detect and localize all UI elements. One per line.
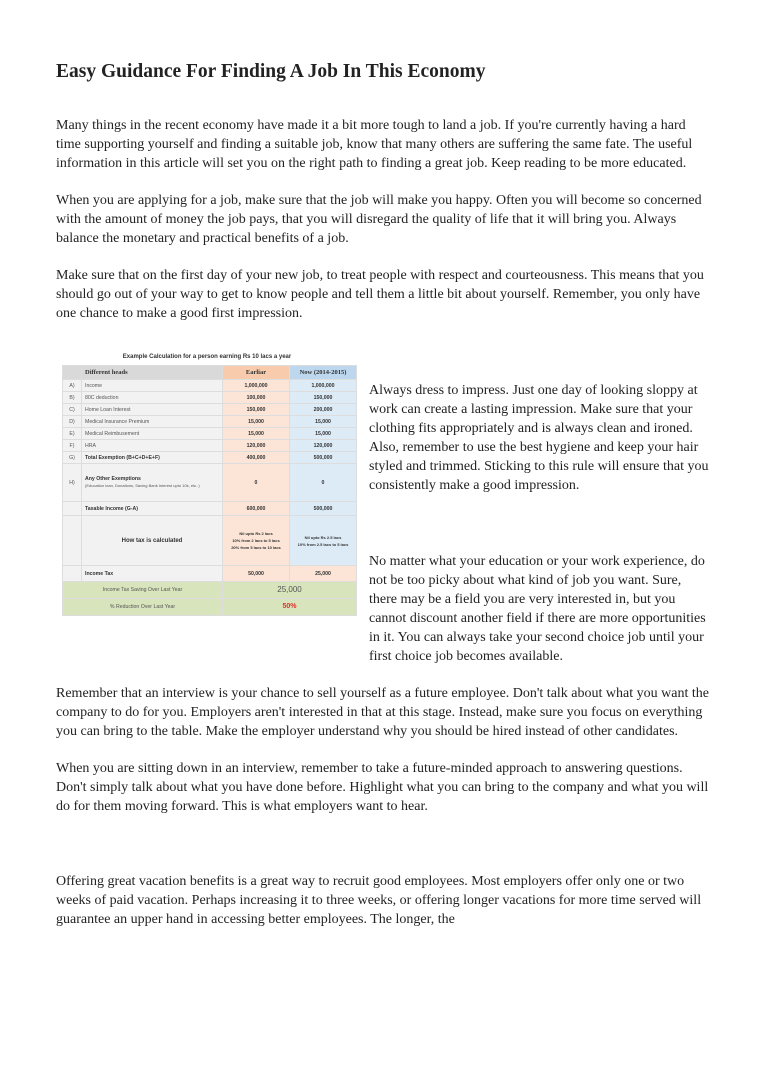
paragraph: Offering great vacation benefits is a great way to recruit good employees. Most employers offer only one or two weeks of paid vacation. Perhaps increasing it to three weeks, or offering longer vacations for more time served will guarantee an upper hand in accessing better employees. The longer, the: [56, 874, 702, 927]
row-label: Medical Reimbusement: [82, 428, 223, 440]
figure-section: [56, 341, 712, 666]
figure-caption: Example Calculation for a person earning Rs 10 lacs a year: [122, 354, 292, 360]
header-earlier: Earliar: [223, 366, 290, 380]
saving-label: Income Tax Saving Over Last Year: [63, 582, 223, 599]
now-value: 150,000: [290, 392, 357, 404]
row-id: [63, 566, 82, 582]
now-value: 500,000: [290, 452, 357, 464]
document: [56, 58, 712, 947]
earlier-how: [223, 516, 290, 566]
how-line: 10% from 2.5 lacs to 5 lacs: [297, 541, 349, 547]
row-label: Income: [82, 380, 223, 392]
paragraph: Many things in the recent economy have made it a bit more tough to land a job. If you're currently having a hard time supporting yourself and finding a suitable job, know that many others are suffering the same fate. The useful information in this article will set you on the right path to finding a great job. Keep reading to be more educated.: [56, 118, 693, 171]
paragraph: When you are applying for a job, make sure that the job will make you happy. Often you will become so concerned with the amount of money the job pays, that you will disregard the quality of life that it will bring you. Always balance the monetary and practical benefits of a job.: [56, 193, 702, 246]
row-id: F): [63, 440, 82, 452]
tax-label: Income Tax: [85, 570, 114, 577]
row-id: C): [63, 404, 82, 416]
paragraph: Always dress to impress. Just one day of looking sloppy at work can create a lasting impression. Make sure that your clothing fits appropriately and is always clean and ironed. Also, remember to use the best hygiene and keep your hair styled and trimmed. Sticking to this rule will ensure that you consistently make a good impression.: [369, 383, 709, 493]
paragraph: No matter what your education or your work experience, do not be too picky about what kind of job you want. Sure, there may be a field you are very interested in, but you cannot discount another field if there are more opportunities in it. You can always take your second choice job until your first choice job becomes available.: [369, 554, 706, 664]
reduction-label: % Reduction Over Last Year: [63, 599, 223, 616]
row-label: 80C deduction: [82, 392, 223, 404]
earlier-value: 50,000: [223, 566, 290, 582]
how-line: Nil upto Rs 2.5 lacs: [304, 534, 342, 540]
row-id: [63, 516, 82, 566]
saving-value: 25,000: [223, 582, 357, 599]
now-value: 200,000: [290, 404, 357, 416]
earlier-value: 100,000: [223, 392, 290, 404]
header-heads: Different heads: [82, 366, 223, 380]
tax-table: [62, 365, 357, 616]
paragraph: Remember that an interview is your chance to sell yourself as a future employee. Don't talk about what you want the company to do for you. Employers aren't interested in that at this stage. Instead, make sure you focus on everything you can bring to the table. Make the employer understand why you should be hired instead of other candidates.: [56, 686, 709, 739]
paragraph: When you are sitting down in an interview, remember to take a future-minded approach to answering questions. Don't simply talk about what you have done before. Highlight what you can bring to the company and what you will do for them moving forward. This is what employers want to hear.: [56, 761, 709, 814]
row-label: [82, 464, 223, 502]
other-sub: (Education loan, Donations, Saving Bank Interest upto 10k, etc..): [85, 483, 200, 488]
table-row: [63, 452, 357, 464]
now-value: 0: [290, 464, 357, 502]
earlier-value: 120,000: [223, 440, 290, 452]
row-label: [82, 516, 223, 566]
earlier-value: 400,000: [223, 452, 290, 464]
now-value: 500,000: [290, 502, 357, 516]
how-line: 20% from 5 lacs to 10 lacs: [231, 545, 281, 550]
row-label: [82, 502, 223, 516]
now-how: [290, 516, 357, 566]
tax-calculation-figure: [56, 341, 358, 649]
table-row: [63, 380, 357, 392]
earlier-value: 0: [223, 464, 290, 502]
reduction-value: 50%: [223, 599, 357, 616]
table-row: [63, 404, 357, 416]
now-value: 15,000: [290, 428, 357, 440]
other-label: Any Other Exemptions: [85, 476, 141, 482]
taxable-label: Taxable Income (G-A): [85, 505, 138, 512]
earlier-value: 15,000: [223, 428, 290, 440]
now-value: 120,000: [290, 440, 357, 452]
row-id: [63, 502, 82, 516]
how-line: 10% from 2 lacs to 5 lacs: [232, 538, 280, 543]
paragraph: Make sure that on the first day of your new job, to treat people with respect and courteousness. This means that you should go out of your way to get to know people and tell them a little bit about yourself. Remember, you only have one chance to make a good first impression.: [56, 268, 704, 321]
earlier-value: 15,000: [223, 416, 290, 428]
how-line: Nil upto Rs 2 lacs: [239, 531, 273, 536]
earlier-value: 1,000,000: [223, 380, 290, 392]
now-value: 25,000: [290, 566, 357, 582]
how-label: How tax is calculated: [121, 537, 183, 544]
table-row: [63, 416, 357, 428]
row-label: Medical Insurance Premium: [82, 416, 223, 428]
row-id: G): [63, 452, 82, 464]
row-id: D): [63, 416, 82, 428]
row-label: HRA: [82, 440, 223, 452]
row-id: B): [63, 392, 82, 404]
header-now: Now (2014-2015): [290, 366, 357, 380]
now-value: 15,000: [290, 416, 357, 428]
earlier-value: 150,000: [223, 404, 290, 416]
row-id: E): [63, 428, 82, 440]
earlier-value: 600,000: [223, 502, 290, 516]
page-title: Easy Guidance For Finding A Job In This Economy: [56, 61, 486, 82]
table-row: [63, 392, 357, 404]
row-label: Home Loan Interest: [82, 404, 223, 416]
header-blank: [63, 366, 82, 380]
table-row: [63, 428, 357, 440]
row-label: Total Exemption (B+C+D+E+F): [82, 452, 223, 464]
table-row: [63, 440, 357, 452]
row-label: [82, 566, 223, 582]
row-id: H): [63, 464, 82, 502]
row-id: A): [63, 380, 82, 392]
now-value: 1,000,000: [290, 380, 357, 392]
